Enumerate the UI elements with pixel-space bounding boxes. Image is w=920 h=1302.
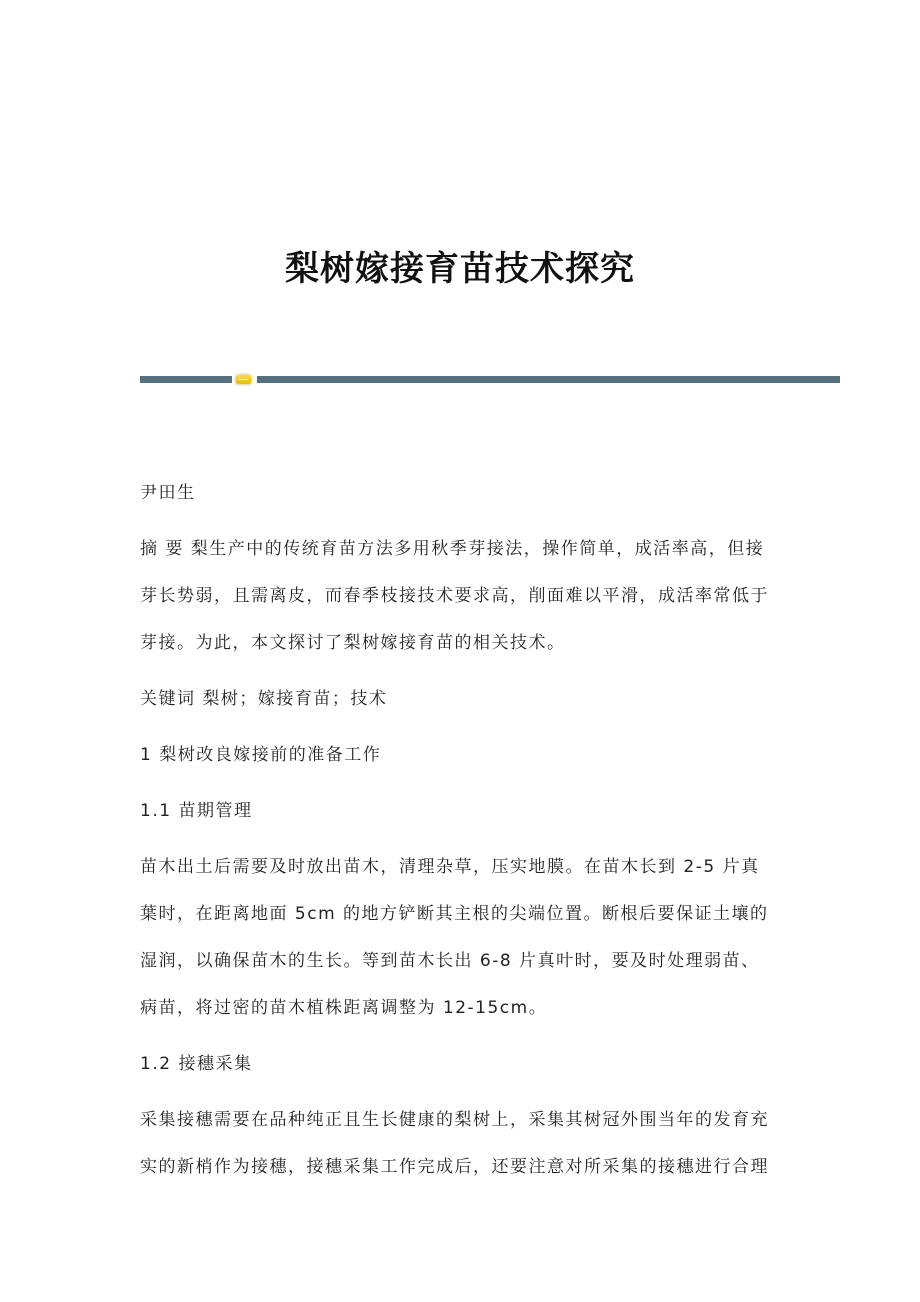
divider-ornament-icon: [236, 375, 251, 384]
abstract: 摘 要 梨生产中的传统育苗方法多用秋季芽接法，操作简单，成活率高，但接芽长势弱，且需离皮，而春季枝接技术要求高，削面难以平滑，成活率常低于芽接。为此，本文探讨了梨树嫁接育苗的相关技术。: [140, 539, 769, 653]
section-heading: 1 梨树改良嫁接前的准备工作: [140, 745, 382, 765]
title-divider: [140, 375, 840, 384]
paragraph: 采集接穗需要在品种纯正且生长健康的梨树上，采集其树冠外围当年的发育充实的新梢作为接穗，接穗采集工作完成后，还要注意对所采集的接穗进行合理: [140, 1110, 769, 1177]
divider-bar-left: [140, 376, 232, 383]
document-title: 梨树嫁接育苗技术探究: [285, 248, 635, 289]
divider-bar-right: [257, 376, 840, 383]
document-body: [140, 470, 774, 1191]
subsection-heading: 1.2 接穗采集: [140, 1054, 253, 1074]
keywords: 关键词 梨树；嫁接育苗；技术: [140, 689, 388, 709]
subsection-heading: 1.1 苗期管理: [140, 801, 253, 821]
paragraph: 苗木出土后需要及时放出苗木，清理杂草，压实地膜。在苗木长到 2-5 片真葉时，在距离地面 5cm 的地方铲断其主根的尖端位置。断根后要保证土壤的湿润，以确保苗木的生长。等到苗木长出 6-8 片真叶时，要及时处理弱苗、病苗，将过密的苗木植株距离调整为 12-15cm。: [140, 857, 769, 1018]
author: 尹田生: [140, 483, 196, 503]
